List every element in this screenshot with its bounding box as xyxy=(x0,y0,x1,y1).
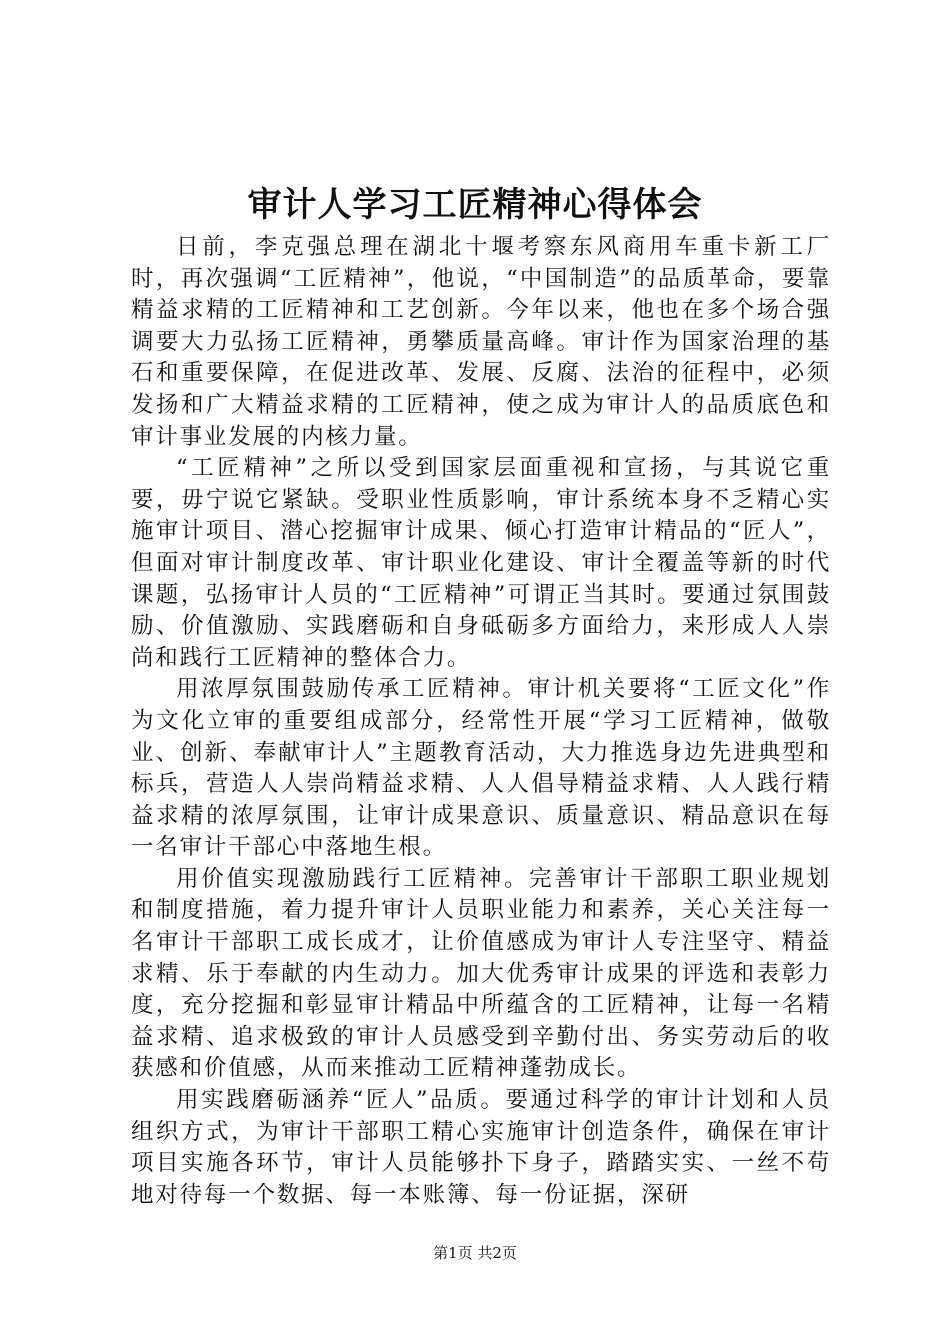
paragraph-1: 日前，李克强总理在湖北十堰考察东风商用车重卡新工厂时，再次强调“工匠精神”，他说，“中国制造”的品质革命，要靠精益求精的工匠精神和工艺创新。今年以来，他也在多个场合强调要大力弘扬工匠精神，勇攀质量高峰。审计作为国家治理的基石和重要保障，在促进改革、发展、反腐、法治的征程中，必须发扬和广大精益求精的工匠精神，使之成为审计人的品质底色和审计事业发展的内核力量。 xyxy=(131,234,831,450)
paragraph-5: 用实践磨砺涵养“匠人”品质。要通过科学的审计计划和人员组织方式，为审计干部职工精心实施审计创造条件，确保在审计项目实施各环节，审计人员能够扑下身子，踏踏实实、一丝不苟地对待每一个数据、每一本账簿、每一份证据，深研 xyxy=(131,1087,831,1208)
paragraph-4: 用价值实现激励践行工匠精神。完善审计干部职工职业规划和制度措施，着力提升审计人员职业能力和素养，关心关注每一名审计干部职工成长成才，让价值感成为审计人专注坚守、精益求精、乐于奉献的内生动力。加大优秀审计成果的评选和表彰力度，充分挖掘和彰显审计精品中所蕴含的工匠精神，让每一名精益求精、追求极致的审计人员感受到辛勤付出、务实劳动后的收获感和价值感，从而来推动工匠精神蓬勃成长。 xyxy=(131,865,831,1082)
document-body xyxy=(131,232,831,1211)
document-title: 审计人学习工匠精神心得体会 xyxy=(247,185,703,225)
paragraph-3: 用浓厚氛围鼓励传承工匠精神。审计机关要将“工匠文化”作为文化立审的重要组成部分，经常性开展“学习工匠精神，做敬业、创新、奉献审计人”主题教育活动，大力推选身边先进典型和标兵，营造人人崇尚精益求精、人人倡导精益求精、人人践行精益求精的浓厚氛围，让审计成果意识、质量意识、精品意识在每一名审计干部心中落地生根。 xyxy=(131,676,831,861)
page-footer: 第1页 共2页 xyxy=(433,1244,517,1262)
paragraph-2: “工匠精神”之所以受到国家层面重视和宣扬，与其说它重要，毋宁说它紧缺。受职业性质影响，审计系统本身不乏精心实施审计项目、潜心挖掘审计成果、倾心打造审计精品的“匠人”，但面对审计制度改革、审计职业化建设、审计全覆盖等新的时代课题，弘扬审计人员的“工匠精神”可谓正当其时。要通过氛围鼓励、价值激励、实践磨砺和自身砥砺多方面给力，来形成人人崇尚和践行工匠精神的整体合力。 xyxy=(131,455,831,671)
